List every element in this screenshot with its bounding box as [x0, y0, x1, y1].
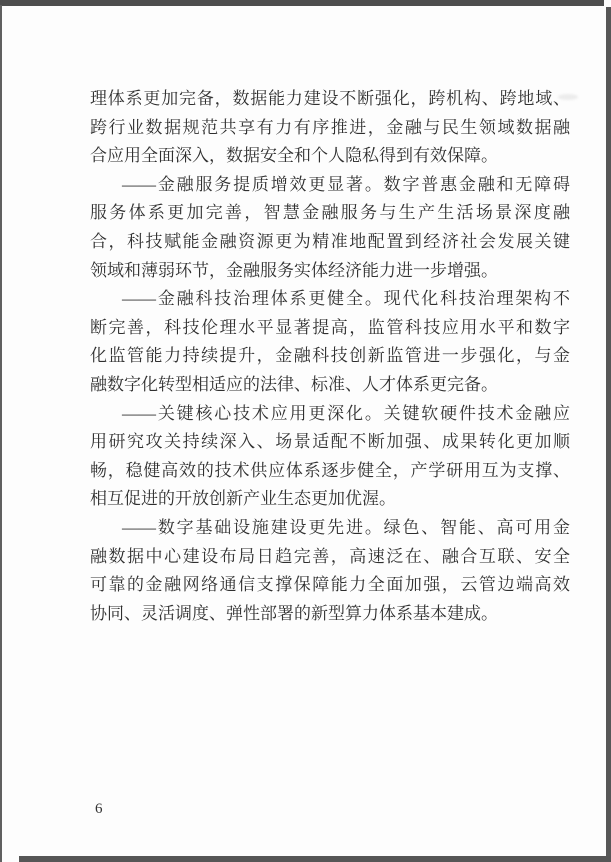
text-line: 断完善，科技伦理水平显著提高，监管科技应用水平和数字	[90, 317, 570, 337]
scan-edge-top	[0, 0, 604, 6]
text-line: 理体系更加完备，数据能力建设不断强化，跨机构、跨地域、	[90, 89, 570, 108]
text-line: 相互促进的开放创新产业生态更加优渥。	[90, 489, 396, 509]
text-line: ——关键核心技术应用更深化。关键软硬件技术金融应	[122, 403, 570, 423]
scan-edge-bottom	[19, 856, 611, 862]
text-line: 协同、灵活调度、弹性部署的新型算力体系基本建成。	[90, 603, 498, 623]
document-page	[2, 6, 606, 856]
text-line: 合应用全面深入，数据安全和个人隐私得到有效保障。	[90, 146, 498, 166]
text-line: 用研究攻关持续深入、场景适配不断加强、成果转化更加顺	[90, 432, 570, 452]
text-line: ——金融服务提质增效更显著。数字普惠金融和无障碍	[122, 174, 570, 194]
text-line: ——数字基础设施建设更先进。绿色、智能、高可用金	[122, 517, 570, 537]
text-line: ——金融科技治理体系更健全。现代化科技治理架构不	[122, 289, 570, 309]
text-line: 畅，稳健高效的技术供应体系逐步健全，产学研用互为支撑、	[90, 460, 570, 480]
scan-edge-left	[0, 5, 2, 862]
text-line: 可靠的金融网络通信支撑保障能力全面加强，云管边端高效	[90, 575, 570, 595]
text-line: 跨行业数据规范共享有力有序推进，金融与民生领域数据融	[90, 117, 570, 137]
page-number: 6	[95, 801, 103, 817]
text-line: 融数字化转型相适应的法律、标准、人才体系更完备。	[90, 374, 498, 394]
text-line: 服务体系更加完善，智慧金融服务与生产生活场景深度融	[90, 203, 570, 223]
text-line: 领域和薄弱环节，金融服务实体经济能力进一步增强。	[90, 260, 498, 280]
scan-edge-right	[606, 7, 611, 860]
text-line: 化监管能力持续提升，金融科技创新监管进一步强化，与金	[90, 346, 570, 366]
body-text-block	[90, 85, 570, 628]
text-line: 合，科技赋能金融资源更为精准地配置到经济社会发展关键	[90, 231, 570, 251]
text-line: 融数据中心建设布局日趋完善，高速泛在、融合互联、安全	[90, 546, 570, 566]
